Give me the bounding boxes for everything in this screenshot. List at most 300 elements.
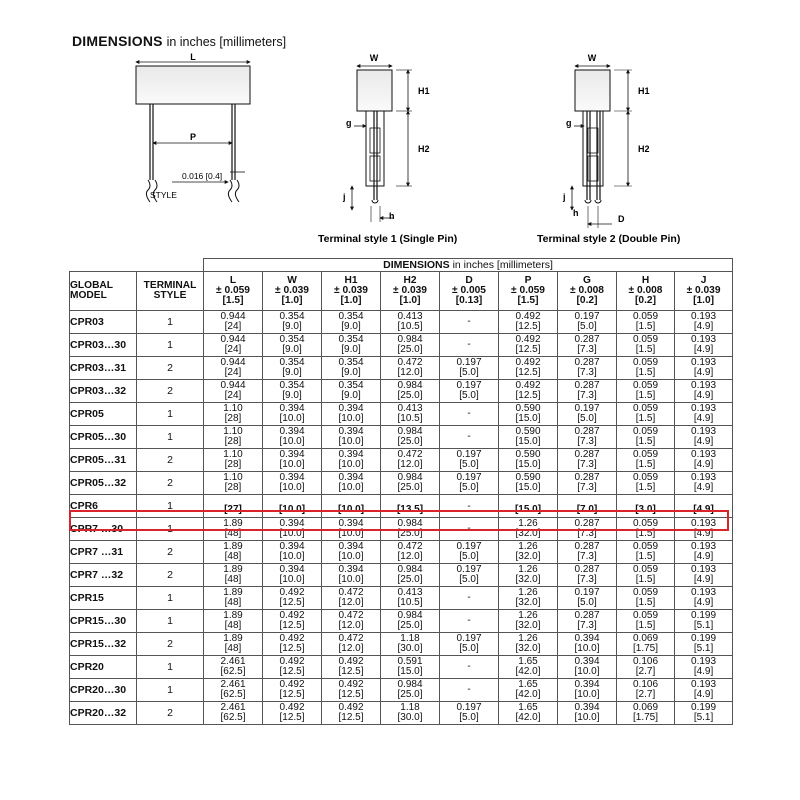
value-mm: [10.0]	[574, 643, 600, 654]
value-inches: 1.26	[518, 586, 538, 598]
value-inches: 0.287	[574, 609, 600, 621]
value-cell-p	[499, 541, 558, 564]
terminal-style-cell: 2	[137, 633, 204, 656]
value-inches: 0.059	[632, 425, 659, 437]
value-mm: [10.0]	[338, 528, 364, 539]
table-row	[70, 656, 733, 679]
header-col-mm: [0.13]	[455, 295, 483, 306]
value-mm: [9.0]	[341, 344, 361, 355]
value-inches: 1.10	[223, 471, 243, 483]
value-mm: [5.1]	[693, 712, 714, 723]
value-inches: 0.944	[220, 356, 246, 368]
value-inches: 2.461	[220, 701, 246, 713]
value-inches: 0.354	[338, 379, 364, 391]
value-cell-l	[204, 380, 263, 403]
value-cell-g	[558, 334, 617, 357]
header-global-line1: GLOBAL	[70, 280, 114, 291]
value-inches: 0.059	[632, 402, 659, 414]
value-mm: [42.0]	[515, 666, 541, 677]
value-cell-d	[440, 426, 499, 449]
value-inches: 0.059	[632, 517, 659, 529]
value-cell-g	[558, 403, 617, 426]
value-mm: [1.5]	[635, 367, 656, 378]
value-inches: 0.984	[397, 609, 423, 621]
header-col-tol: ± 0.008	[628, 285, 663, 296]
model-cell: CPR15…30	[70, 610, 137, 633]
t2-label-j: j	[563, 192, 566, 202]
value-mm: [15.0]	[515, 482, 541, 493]
value-mm: [62.5]	[220, 712, 246, 723]
value-inches: 0.287	[574, 540, 600, 552]
value-mm: [10.0]	[338, 551, 364, 562]
value-cell-l	[204, 472, 263, 495]
value-mm: [1.5]	[635, 551, 656, 562]
value-mm: [24]	[224, 344, 242, 355]
value-inches: 0.394	[279, 471, 305, 483]
header-col-tol: ± 0.008	[570, 285, 604, 296]
value-mm: [1.5]	[635, 482, 656, 493]
terminal-style-cell: 2	[137, 472, 204, 495]
value-inches: 0.197	[456, 379, 482, 391]
value-cell-p	[499, 679, 558, 702]
value-inches: 0.193	[691, 356, 717, 368]
value-cell-h	[617, 426, 675, 449]
value-cell-d	[440, 633, 499, 656]
value-inches: 0.354	[338, 356, 364, 368]
value-mm: [12.5]	[515, 321, 541, 332]
value-mm: [4.9]	[693, 528, 714, 539]
value-inches: 1.89	[223, 586, 243, 598]
value-cell-j	[675, 311, 733, 334]
side-view-drawing	[136, 52, 250, 202]
value-cell-l	[204, 403, 263, 426]
value-cell-h1	[322, 610, 381, 633]
header-col-tol: ± 0.059	[511, 285, 545, 296]
model-cell: CPR05	[70, 403, 137, 426]
value-inches: 1.26	[518, 632, 538, 644]
value-mm: [4.9]	[693, 597, 714, 608]
value-mm: [10.0]	[279, 528, 305, 539]
value-inches: 1.26	[518, 609, 538, 621]
model-cell: CPR7 …30	[70, 518, 137, 541]
value-mm: [10.0]	[279, 459, 305, 470]
terminal-style-2-drawing	[537, 53, 680, 245]
dimensions-table	[69, 258, 733, 725]
value-mm: [10.5]	[397, 413, 423, 424]
value-cell-d	[440, 610, 499, 633]
t2-label-D: D	[618, 214, 625, 224]
value-cell-j	[675, 656, 733, 679]
value-cell-p	[499, 564, 558, 587]
value-cell-h1	[322, 334, 381, 357]
terminal-style-cell: 1	[137, 656, 204, 679]
value-inches: 0.354	[338, 310, 364, 322]
value-inches: 0.394	[574, 655, 600, 667]
value-cell-l	[204, 334, 263, 357]
value-inches: 0.472	[338, 609, 364, 621]
value-mm: [9.0]	[282, 344, 302, 355]
model-cell: CPR20	[70, 656, 137, 679]
value-mm: [15.0]	[397, 666, 423, 677]
value-mm: [10.5]	[397, 597, 423, 608]
value-inches: 1.89	[223, 609, 243, 621]
value-cell-j	[675, 702, 733, 725]
value-inches: 0.059	[632, 563, 659, 575]
header-col-tol: ± 0.039	[686, 285, 721, 296]
value-mm: [7.3]	[577, 574, 597, 585]
value-mm: [27]	[224, 503, 242, 515]
table-row	[70, 633, 733, 656]
value-mm: [1.5]	[635, 436, 656, 447]
header-col-name: H2	[403, 275, 417, 286]
value-cell-j	[675, 541, 733, 564]
header-col-name: W	[287, 275, 297, 286]
value-inches: 0.197	[456, 632, 482, 644]
header-col-name: H	[641, 275, 650, 286]
value-cell-d	[440, 472, 499, 495]
value-mm: [7.0]	[576, 503, 598, 515]
value-mm: [15.0]	[515, 413, 541, 424]
t2-label-H1: H1	[638, 86, 650, 96]
t2-label-g: g	[566, 118, 572, 128]
value-mm: [7.3]	[577, 436, 597, 447]
header-col-d	[440, 272, 499, 311]
value-mm: [7.3]	[577, 528, 597, 539]
value-inches: 0.197	[456, 448, 482, 460]
value-inches: 0.394	[338, 448, 364, 460]
value-mm: [4.9]	[693, 503, 714, 515]
value-cell-d	[440, 380, 499, 403]
header-col-mm: [0.2]	[576, 295, 598, 306]
value-cell-h2	[381, 610, 440, 633]
value-mm: [42.0]	[515, 689, 541, 700]
value-cell-j	[675, 426, 733, 449]
terminal-style-cell: 1	[137, 495, 204, 518]
header-col-name: D	[465, 275, 473, 286]
value-cell-h	[617, 472, 675, 495]
value-cell-h	[617, 610, 675, 633]
value-mm: [12.5]	[279, 643, 305, 654]
table-row	[70, 426, 733, 449]
header-col-mm: [1.0]	[399, 295, 421, 306]
value-inches: 0.287	[574, 471, 600, 483]
value-mm: [24]	[224, 367, 242, 378]
value-cell-g	[558, 679, 617, 702]
value-inches: 0.492	[338, 678, 364, 690]
value-mm: [9.0]	[282, 321, 302, 332]
value-cell-w	[263, 334, 322, 357]
terminal-style-cell: 1	[137, 587, 204, 610]
terminal-style-cell: 1	[137, 426, 204, 449]
value-mm: [10.0]	[338, 482, 364, 493]
value-inches: 0.394	[338, 425, 364, 437]
value-cell-w	[263, 403, 322, 426]
value-mm: [10.0]	[279, 482, 305, 493]
terminal-style-cell: 2	[137, 702, 204, 725]
value-inches: 0.059	[632, 586, 659, 598]
value-mm: [12.0]	[338, 643, 364, 654]
value-cell-h1	[322, 357, 381, 380]
table-row	[70, 311, 733, 334]
header-col-w	[263, 272, 322, 311]
value-inches: 0.472	[338, 586, 364, 598]
value-cell-h2	[381, 357, 440, 380]
header-col-h	[617, 272, 675, 311]
value-inches: 0.394	[574, 632, 600, 644]
value-cell-g	[558, 587, 617, 610]
value-inches: 0.287	[574, 425, 600, 437]
value-mm: [12.5]	[279, 666, 305, 677]
value-cell-h1	[322, 426, 381, 449]
value-inches: 0.492	[279, 632, 305, 644]
value-inches: -	[467, 591, 471, 603]
value-mm: [28]	[224, 436, 242, 447]
value-cell-l	[204, 633, 263, 656]
model-cell: CPR7 …32	[70, 564, 137, 587]
model-cell: CPR03	[70, 311, 137, 334]
value-inches: 0.354	[279, 356, 305, 368]
value-inches: 0.193	[691, 563, 717, 575]
value-mm: [9.0]	[341, 367, 361, 378]
value-mm: [5.1]	[693, 643, 714, 654]
header-col-name: J	[700, 275, 707, 286]
value-inches: 0.394	[279, 540, 305, 552]
model-cell: CPR05…31	[70, 449, 137, 472]
value-inches: -	[467, 614, 471, 626]
value-cell-h1	[322, 472, 381, 495]
value-mm: [12.0]	[397, 459, 423, 470]
value-inches: 0.197	[574, 586, 600, 598]
value-mm: [48]	[224, 574, 242, 585]
value-mm: [10.0]	[279, 574, 305, 585]
value-inches: 1.18	[400, 701, 420, 713]
t2-label-h: h	[573, 208, 579, 218]
value-inches: 0.394	[338, 402, 364, 414]
value-mm: [10.0]	[279, 551, 305, 562]
value-inches: 0.492	[279, 678, 305, 690]
value-inches: -	[467, 522, 471, 534]
value-cell-g	[558, 380, 617, 403]
value-inches: 0.472	[397, 540, 423, 552]
value-inches: 0.394	[338, 517, 364, 529]
value-mm: [12.5]	[279, 689, 305, 700]
value-inches: 0.197	[574, 310, 600, 322]
value-inches: 0.287	[574, 333, 600, 345]
value-cell-l	[204, 564, 263, 587]
value-cell-g	[558, 656, 617, 679]
value-cell-l	[204, 311, 263, 334]
value-inches: 0.287	[574, 517, 600, 529]
value-mm: [4.9]	[693, 551, 714, 562]
value-cell-h2	[381, 679, 440, 702]
value-cell-p	[499, 311, 558, 334]
value-inches: 1.89	[223, 632, 243, 644]
value-mm: [12.0]	[338, 620, 364, 631]
t2-caption: Terminal style 2 (Double Pin)	[537, 233, 681, 245]
value-inches: 1.89	[223, 540, 243, 552]
value-cell-j	[675, 472, 733, 495]
value-inches: 0.193	[691, 402, 717, 414]
value-inches: 1.26	[518, 517, 538, 529]
value-cell-w	[263, 311, 322, 334]
terminal-style-cell: 1	[137, 311, 204, 334]
value-cell-w	[263, 564, 322, 587]
value-mm: [7.3]	[577, 367, 597, 378]
value-mm: [1.5]	[635, 413, 656, 424]
value-cell-p	[499, 449, 558, 472]
value-mm: [32.0]	[515, 574, 541, 585]
value-mm: [48]	[224, 620, 242, 631]
value-cell-h1	[322, 679, 381, 702]
value-cell-h2	[381, 587, 440, 610]
value-mm: [4.9]	[693, 689, 714, 700]
value-mm: [4.9]	[693, 344, 714, 355]
value-cell-j	[675, 610, 733, 633]
value-inches: 0.197	[456, 471, 482, 483]
value-mm: [32.0]	[515, 597, 541, 608]
value-inches: 0.413	[397, 402, 423, 414]
header-col-tol: ± 0.059	[216, 285, 250, 296]
value-mm: [1.75]	[632, 643, 659, 654]
value-inches: 1.65	[518, 701, 538, 713]
value-inches: 0.394	[279, 517, 305, 529]
value-mm: [4.9]	[693, 574, 714, 585]
value-mm: [12.5]	[515, 390, 541, 401]
value-inches: 0.106	[632, 655, 659, 667]
value-inches: 0.197	[574, 402, 600, 414]
value-mm: [25.0]	[397, 574, 423, 585]
value-mm: [7.3]	[577, 344, 597, 355]
header-col-tol: ± 0.039	[393, 285, 427, 296]
value-inches: 0.059	[632, 356, 659, 368]
value-inches: 0.193	[691, 540, 717, 552]
header-col-tol: ± 0.039	[275, 285, 309, 296]
value-inches: 0.413	[397, 586, 423, 598]
value-cell-h2	[381, 541, 440, 564]
label-0016: 0.016 [0.4]	[182, 171, 223, 181]
value-mm: [5.0]	[577, 321, 597, 332]
header-global-model	[70, 272, 137, 311]
t2-label-W: W	[587, 53, 597, 63]
table-row	[70, 380, 733, 403]
value-inches: 1.65	[518, 655, 538, 667]
value-mm: [1.5]	[635, 344, 656, 355]
value-cell-h1	[322, 633, 381, 656]
value-mm: [7.3]	[577, 551, 597, 562]
value-inches: 0.492	[515, 333, 541, 345]
value-mm: [24]	[224, 390, 242, 401]
value-inches: -	[467, 407, 471, 419]
value-inches: 1.10	[223, 448, 243, 460]
value-mm: [62.5]	[220, 689, 246, 700]
header-col-j	[675, 272, 733, 311]
value-mm: [12.5]	[338, 689, 364, 700]
value-inches: 0.193	[691, 471, 717, 483]
label-P: P	[189, 132, 197, 142]
value-inches: 0.193	[691, 517, 717, 529]
value-inches: 1.26	[518, 563, 538, 575]
value-inches: 1.10	[223, 425, 243, 437]
value-inches: 0.394	[338, 471, 364, 483]
value-cell-h1	[322, 702, 381, 725]
value-inches: 0.394	[279, 448, 305, 460]
value-inches: 0.059	[632, 609, 659, 621]
value-cell-d	[440, 656, 499, 679]
value-cell-h2	[381, 564, 440, 587]
value-mm: [25.0]	[397, 528, 423, 539]
value-mm: [42.0]	[515, 712, 541, 723]
header-terminal-line1: TERMINAL	[143, 280, 197, 291]
label-L: L	[190, 52, 196, 62]
value-cell-h2	[381, 403, 440, 426]
value-mm: [15.0]	[515, 436, 541, 447]
value-mm: [1.5]	[635, 528, 656, 539]
value-inches: 0.287	[574, 563, 600, 575]
header-terminal-line2: STYLE	[153, 290, 187, 301]
value-cell-h2	[381, 656, 440, 679]
table-row	[70, 449, 733, 472]
t1-label-g: g	[346, 118, 352, 128]
value-mm: [30.0]	[397, 712, 423, 723]
value-inches: 0.984	[397, 333, 423, 345]
value-cell-p	[499, 357, 558, 380]
highlight-box-cpr6	[69, 510, 729, 531]
model-cell: CPR15	[70, 587, 137, 610]
value-mm: [28]	[224, 459, 242, 470]
table-row	[70, 403, 733, 426]
terminal-style-cell: 2	[137, 380, 204, 403]
value-inches: 0.394	[574, 701, 600, 713]
value-mm: [1.5]	[635, 321, 656, 332]
value-inches: 0.394	[338, 540, 364, 552]
value-cell-h	[617, 633, 675, 656]
value-inches: 0.193	[691, 655, 717, 667]
dim-title-bold: DIMENSIONS	[383, 259, 450, 271]
value-inches: 1.89	[223, 563, 243, 575]
value-mm: [3.0]	[635, 503, 656, 515]
header-global-line2: MODEL	[70, 290, 107, 301]
value-inches: 0.492	[515, 379, 541, 391]
value-cell-h	[617, 357, 675, 380]
value-mm: [5.0]	[459, 712, 479, 723]
value-cell-j	[675, 449, 733, 472]
value-cell-h1	[322, 311, 381, 334]
value-inches: 0.287	[574, 448, 600, 460]
value-cell-j	[675, 564, 733, 587]
value-mm: [12.0]	[397, 367, 423, 378]
value-inches: 0.287	[574, 379, 600, 391]
value-inches: 0.394	[279, 563, 305, 575]
t2-label-H2: H2	[638, 144, 650, 154]
value-cell-l	[204, 426, 263, 449]
value-mm: [32.0]	[515, 643, 541, 654]
value-inches: 0.492	[338, 701, 364, 713]
value-cell-h2	[381, 334, 440, 357]
value-cell-g	[558, 311, 617, 334]
value-mm: [5.0]	[459, 551, 479, 562]
header-col-name: H1	[344, 275, 358, 286]
value-mm: [4.9]	[693, 436, 714, 447]
value-inches: 0.193	[691, 333, 717, 345]
model-cell: CPR05…30	[70, 426, 137, 449]
value-inches: 0.193	[691, 310, 717, 322]
value-cell-h	[617, 702, 675, 725]
value-inches: -	[467, 430, 471, 442]
value-mm: [28]	[224, 413, 242, 424]
value-cell-h	[617, 541, 675, 564]
terminal-style-cell: 2	[137, 541, 204, 564]
value-cell-l	[204, 656, 263, 679]
